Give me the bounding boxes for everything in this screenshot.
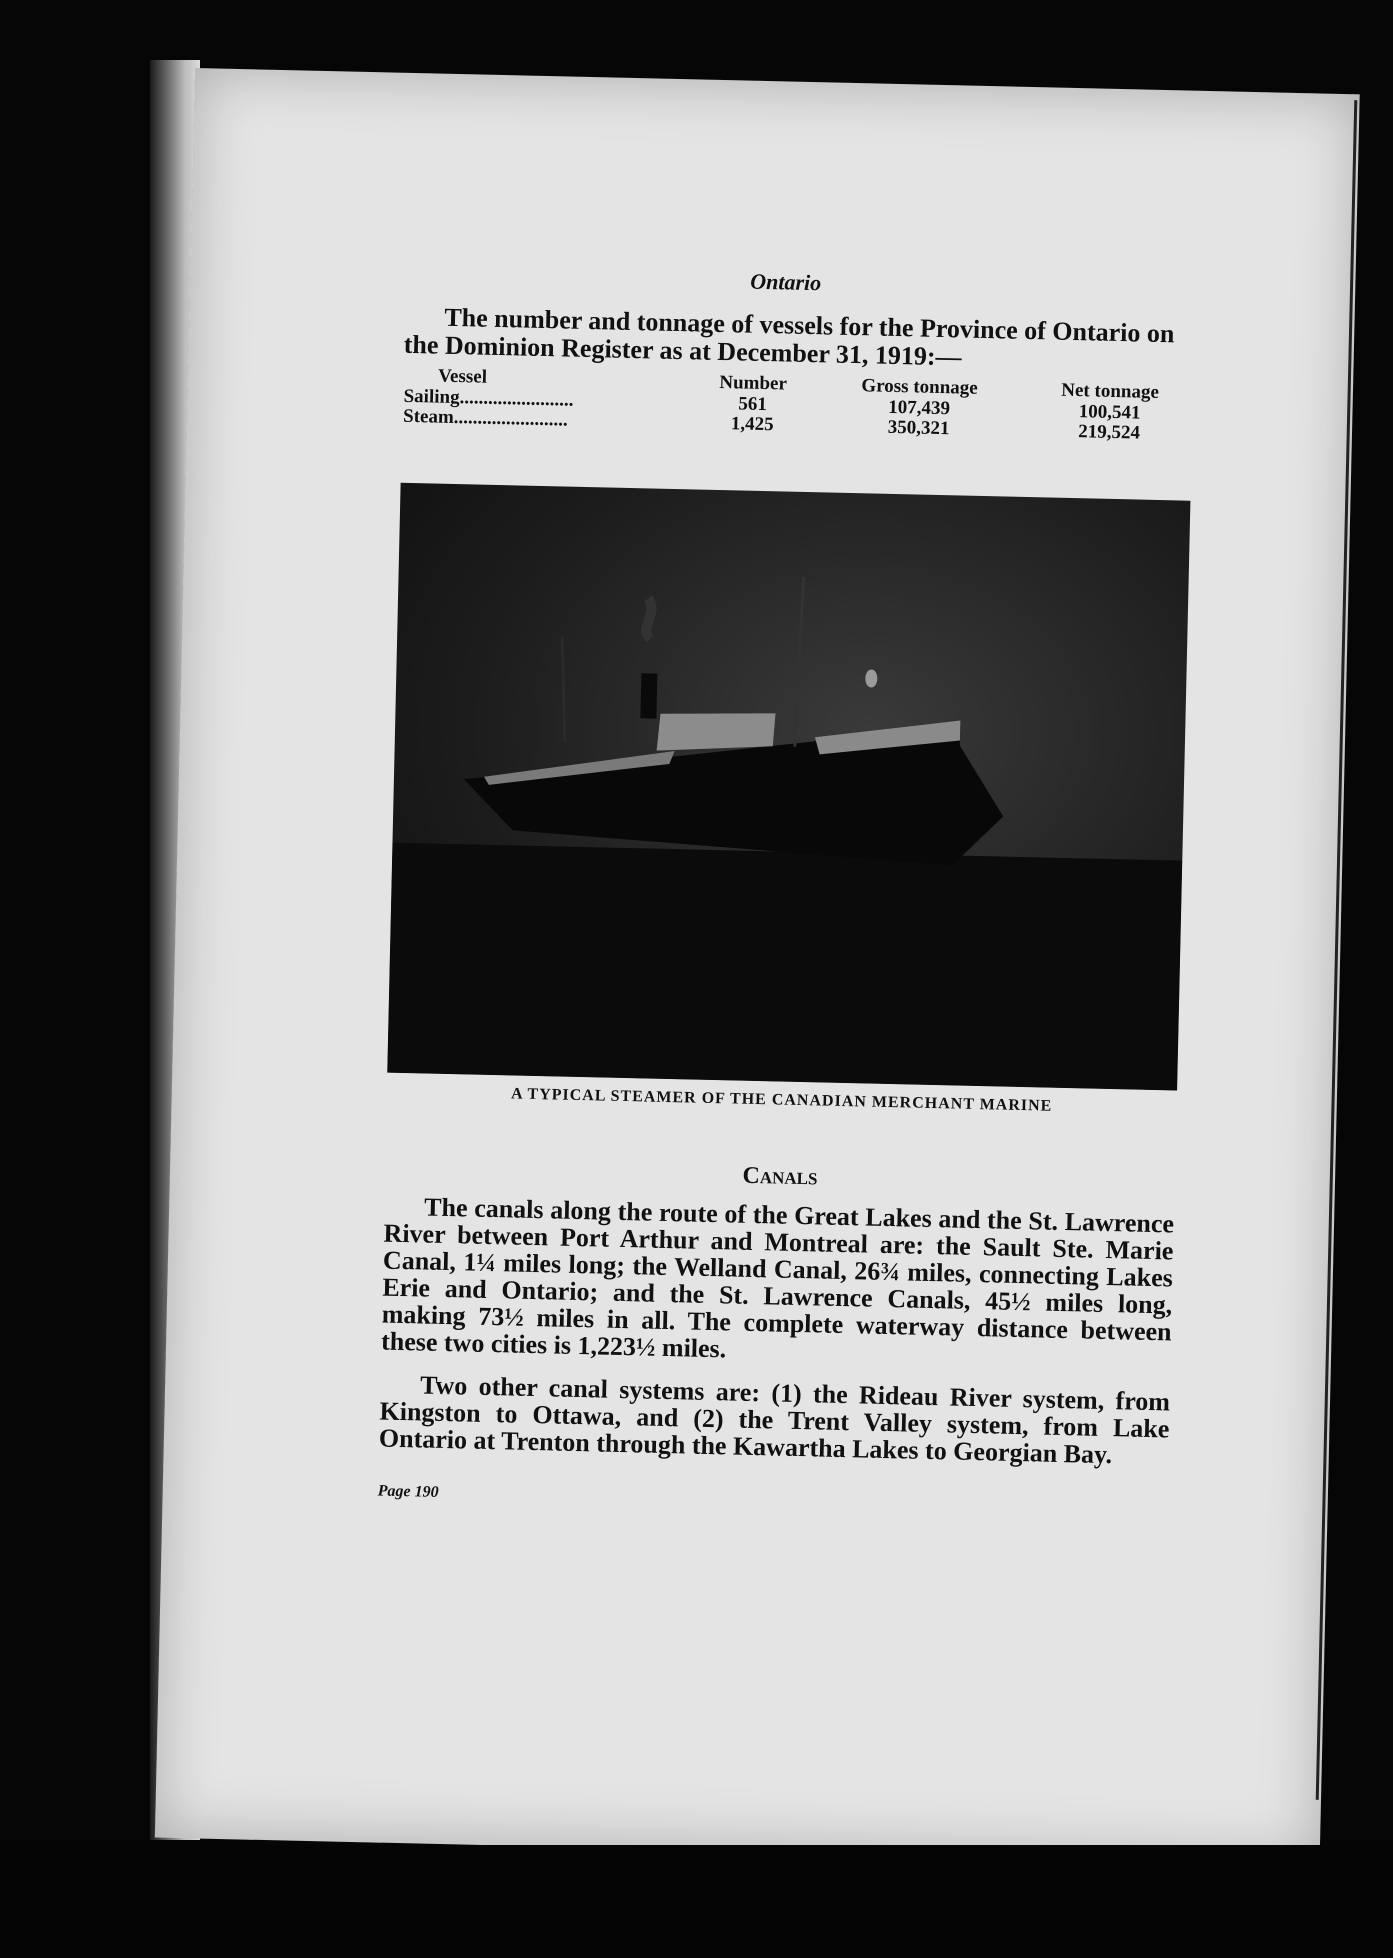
steamer-illustration — [387, 483, 1190, 1091]
header-net-tonnage: Net tonnage — [1061, 379, 1160, 403]
canals-paragraph-2: Two other canal systems are: (1) the Rideau River system, from Kingston to Ottawa, and (2) the Trent Valley system, from Lake Ontario at Trenton through the Kawartha Lakes to Georgian Bay. — [378, 1370, 1171, 1470]
header-gross-tonnage: Gross tonnage — [861, 375, 978, 399]
scan-border — [0, 1845, 1393, 1958]
header-vessel: Vessel — [437, 365, 488, 388]
page-number: Page 190 — [377, 1482, 439, 1501]
dot-leader: ........................ — [453, 406, 569, 431]
row-gross: 350,321 — [887, 416, 950, 440]
book-page — [155, 68, 1360, 1864]
dot-leader: ........................ — [459, 387, 574, 411]
running-head: Ontario — [750, 268, 822, 296]
row-number: 1,425 — [730, 413, 774, 436]
section-heading-canals: Canals — [742, 1162, 818, 1191]
canals-paragraph-1: The canals along the route of the Great Lakes and the St. Lawrence River between Port Arthur and Montreal are: the Sault Ste. Marie Canal, 1¼ miles long; the Welland Canal, 26¾ miles, connecting Lakes Erie and Ontario; and the St. Lawrence Canals, 45½ miles long, making 73½ miles in all. The complete waterway distance between these two cities is 1,223½ miles. — [380, 1192, 1175, 1364]
header-number: Number — [719, 371, 788, 395]
row-gross: 107,439 — [887, 396, 951, 420]
row-net: 219,524 — [1078, 421, 1141, 444]
steamer-photo — [387, 483, 1190, 1091]
row-name: Steam — [402, 405, 455, 428]
photo-caption: A TYPICAL STEAMER OF THE CANADIAN MERCHANT MARINE — [510, 1085, 1053, 1115]
vessel-table — [397, 365, 1198, 445]
row-net: 100,541 — [1078, 401, 1141, 424]
row-name: Sailing — [403, 385, 460, 409]
row-number: 561 — [738, 393, 768, 416]
intro-paragraph: The number and tonnage of vessels for the Province of Ontario on the Dominion Register as at December 31, 1919:— — [403, 302, 1175, 372]
